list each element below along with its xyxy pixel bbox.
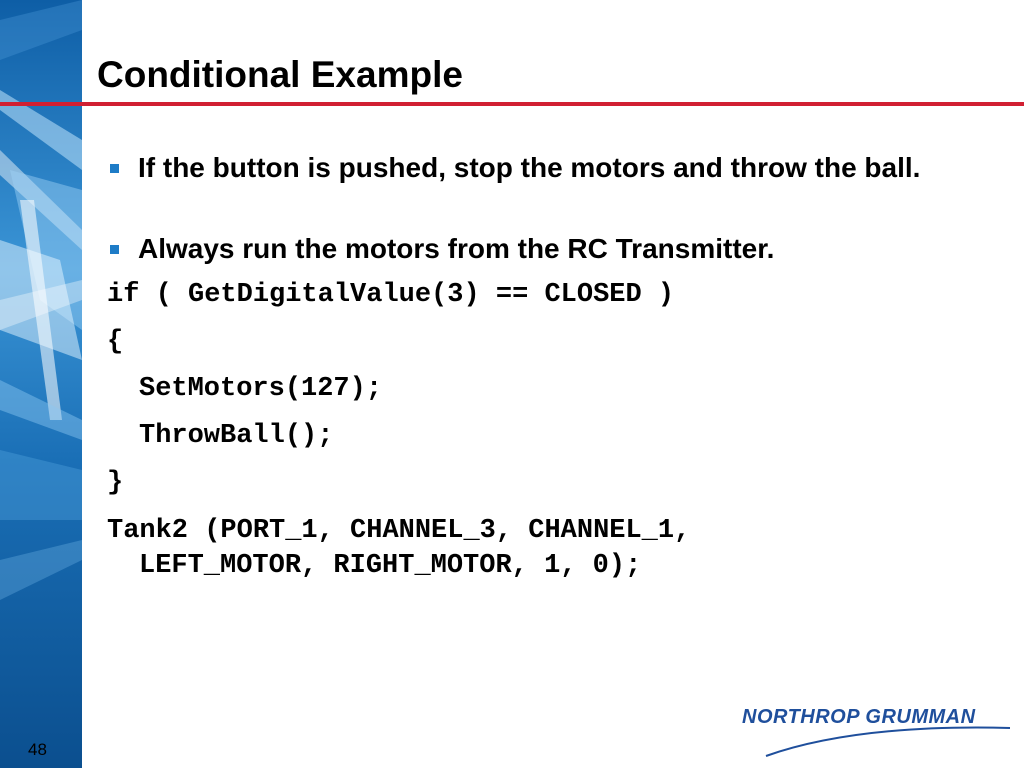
code-line: if ( GetDigitalValue(3) == CLOSED ) — [107, 280, 675, 310]
code-line: SetMotors(127); — [139, 374, 383, 404]
square-bullet-icon — [110, 245, 119, 254]
code-line: Tank2 (PORT_1, CHANNEL_3, CHANNEL_1, — [107, 516, 691, 546]
code-line: LEFT_MOTOR, RIGHT_MOTOR, 1, 0); — [139, 551, 642, 581]
bullet-text: If the button is pushed, stop the motors and throw the ball. — [138, 152, 921, 183]
bullet-item — [110, 231, 940, 266]
code-line: { — [107, 327, 124, 357]
page-number: 48 — [28, 740, 47, 759]
slide-title: Conditional Example — [97, 54, 463, 95]
square-bullet-icon — [110, 164, 119, 173]
abstract-light-rays-graphic — [0, 0, 82, 768]
decorative-side-band — [0, 0, 82, 768]
northrop-grumman-logo — [736, 700, 1016, 762]
code-line: } — [107, 468, 124, 498]
bullet-text: Always run the motors from the RC Transmitter. — [138, 233, 775, 264]
code-line: ThrowBall(); — [139, 421, 334, 451]
title-divider — [0, 102, 1024, 106]
bullet-item — [110, 150, 940, 185]
logo-wordmark: NORTHROP GRUMMAN — [742, 706, 976, 728]
